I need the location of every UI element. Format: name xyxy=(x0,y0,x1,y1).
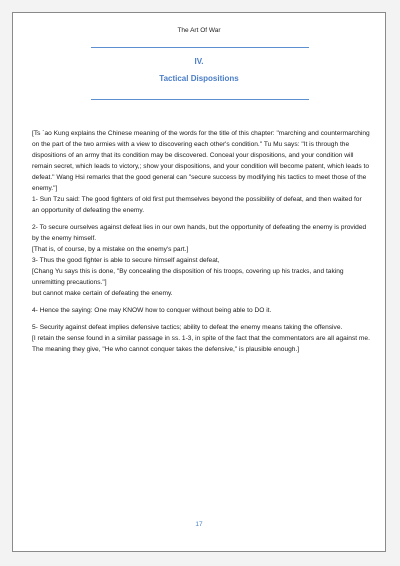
bottom-divider xyxy=(91,99,309,100)
chapter-title: Tactical Dispositions xyxy=(159,74,239,83)
verse-1: 1- Sun Tzu said: The good fighters of old first put themselves beyond the possibility of defeat, and then waited for an opportunity of defeating the enemy. xyxy=(32,196,362,214)
commentary-2: [That is, of course, by a mistake on the enemy's part.] xyxy=(32,246,189,253)
commentary-3: [Chang Yu says this is done, "By concealing the disposition of his troops, covering up his tracks, and taking unremitting precautions."] xyxy=(32,268,344,286)
intro-paragraph: [Ts `ao Kung explains the Chinese meaning of the words for the title of this chapter: "marching and countermarching on the part of the two armies with a view to discovering each other's condition." Tu Mu says: "It is through the dispositions of an army that its condition may be discovered. Conceal your dispositions, and your condition will remain secret, which leads to victory,; show your dispositions, and your condition will become patent, which leads to defeat." Wang Hsi remarks that the good general can "secure success by modifying his tactics to meet those of the enemy."] xyxy=(32,130,370,192)
verse-5: 5- Security against defeat implies defensive tactics; ability to defeat the enemy means taking the offensive. xyxy=(32,324,343,331)
verse-3-continued: but cannot make certain of defeating the enemy. xyxy=(32,290,173,297)
document-page xyxy=(12,12,386,552)
verse-3: 3- Thus the good fighter is able to secure himself against defeat, xyxy=(32,257,220,264)
running-header: The Art Of War xyxy=(177,27,221,34)
top-divider xyxy=(91,47,309,48)
commentary-5: [I retain the sense found in a similar passage in ss. 1-3, in spite of the fact that the commentators are all against me. The meaning they give, "He who cannot conquer takes the defensive," is plausible enough.] xyxy=(32,335,370,353)
page-number: 17 xyxy=(195,521,203,528)
chapter-number: IV. xyxy=(194,57,204,66)
verse-2: 2- To secure ourselves against defeat lies in our own hands, but the opportunity of defeating the enemy is provided by the enemy himself. xyxy=(32,224,367,242)
verse-4: 4- Hence the saying: One may KNOW how to conquer without being able to DO it. xyxy=(32,307,272,314)
chapter-body xyxy=(32,128,370,355)
